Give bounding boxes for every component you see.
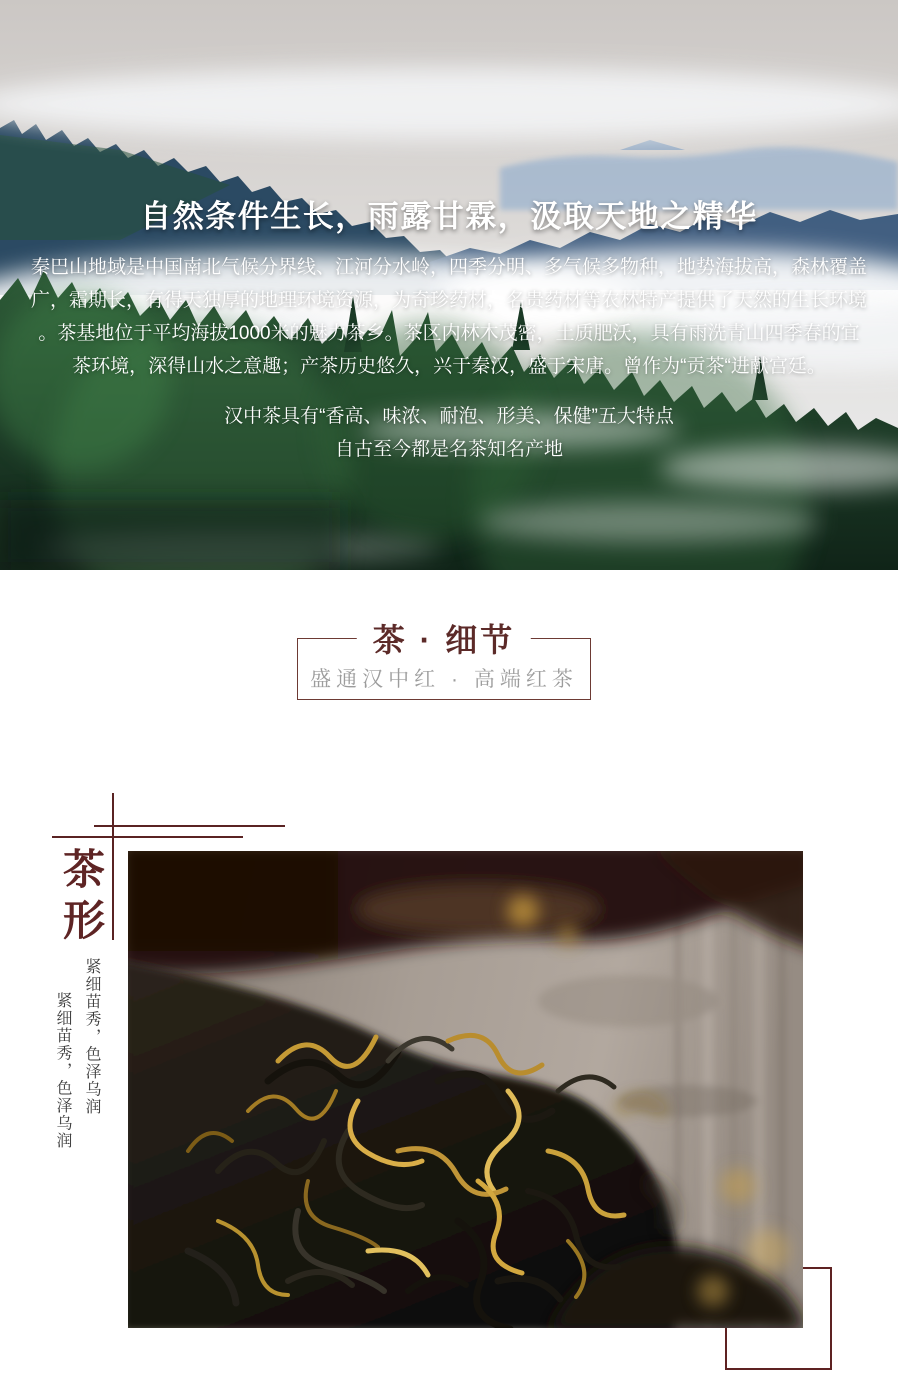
hero-paragraph-line: 广，霜期长，有得天独厚的地理环境资源，为奇珍药材，名贵药材等农林特产提供了天然的生长环境 [30,290,867,311]
tea-shape-label: 茶形 [58,847,105,949]
deco-vertical-line [112,793,114,940]
tea-leaves-photo [128,851,803,1328]
section-subtitle: 盛通汉中红 · 高端红茶 [310,668,578,691]
hero-title: 自然条件生长，雨露甘霖，汲取天地之精华 [140,199,758,234]
hero-paragraph [0,251,898,383]
hero-paragraph-line: 秦巴山地域是中国南北气候分界线、江河分水岭，四季分明、多气候多物种，地势海拔高，森林覆盖 [30,257,867,278]
hero-paragraph-line: 茶环境，深得山水之意趣；产茶历史悠久，兴于秦汉，盛于宋唐。曾作为“贡茶“进献宫廷。 [72,356,826,377]
deco-horizontal-line-bottom [52,836,243,838]
deco-horizontal-line-top [94,825,285,827]
section-header-box [297,622,591,700]
tea-shape-description [48,958,106,1158]
hero-paragraph-line: 。茶基地位于平均海拔1000米的魅力茶乡。茶区内林木茂密，土质肥沃，具有雨洗青山四季春的宜 [38,323,860,344]
hero-feature-line-2: 自古至今都是名茶知名产地 [334,439,563,460]
tea-leaves-illustration [128,851,803,1328]
tea-shape-desc-column-left: 紧细苗秀，色泽乌润 [54,992,71,1150]
section-title: 茶 · 细节 [357,622,531,658]
hero-feature-lines [0,400,898,466]
hero-banner [0,0,898,570]
tea-shape-desc-column-right: 紧细苗秀，色泽乌润 [83,958,100,1116]
hero-feature-line-1: 汉中茶具有“香高、味浓、耐泡、形美、保健”五大特点 [224,406,674,427]
